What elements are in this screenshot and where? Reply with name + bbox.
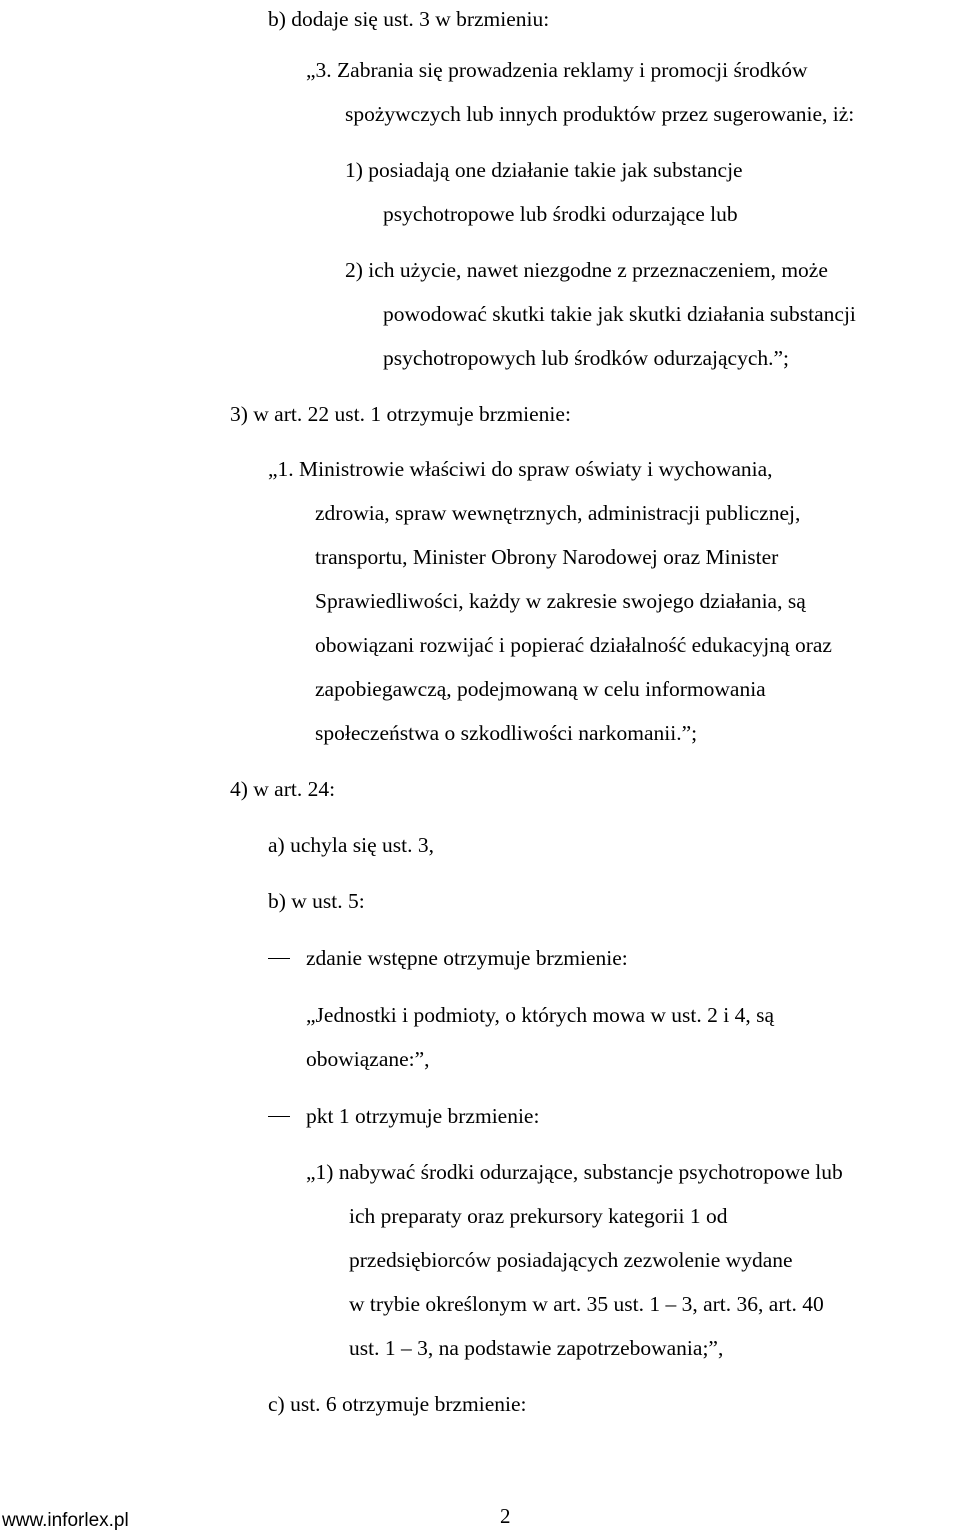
dash-bullet [268, 1116, 290, 1117]
pkt-1-line-1: „1) nabywać środki odurzające, substancje psychotropowe lub [306, 1160, 843, 1184]
amendment-item-4: 4) w art. 24: [230, 777, 336, 801]
sub-item-a: a) uchyla się ust. 3, [268, 833, 434, 857]
article-22-line-5: obowiązani rozwijać i popierać działalność edukacyjną oraz [315, 633, 832, 657]
dash-item-pkt-1: pkt 1 otrzymuje brzmienie: [306, 1104, 540, 1128]
point-2-line-1: 2) ich użycie, nawet niezgodne z przeznaczeniem, może [345, 258, 828, 282]
point-2-line-2: powodować skutki takie jak skutki działania substancji [383, 302, 856, 326]
pkt-1-line-5: ust. 1 – 3, na podstawie zapotrzebowania;”, [349, 1336, 724, 1360]
amendment-item-b: b) dodaje się ust. 3 w brzmieniu: [268, 7, 550, 31]
pkt-1-line-3: przedsiębiorców posiadających zezwolenie wydane [349, 1248, 793, 1272]
page-number: 2 [500, 1504, 511, 1528]
quoted-intro-line-2: obowiązane:”, [306, 1047, 430, 1071]
pkt-1-line-4: w trybie określonym w art. 35 ust. 1 – 3, art. 36, art. 40 [349, 1292, 824, 1316]
article-22-line-4: Sprawiedliwości, każdy w zakresie swojego działania, są [315, 589, 806, 613]
paragraph-3-line-2: spożywczych lub innych produktów przez sugerowanie, iż: [345, 102, 855, 126]
pkt-1-line-2: ich preparaty oraz prekursory kategorii 1 od [349, 1204, 728, 1228]
dash-item-intro-sentence: zdanie wstępne otrzymuje brzmienie: [306, 946, 628, 970]
amendment-item-3: 3) w art. 22 ust. 1 otrzymuje brzmienie: [230, 402, 571, 426]
paragraph-3-line-1: „3. Zabrania się prowadzenia reklamy i promocji środków [306, 58, 808, 82]
point-1-line-1: 1) posiadają one działanie takie jak substancje [345, 158, 743, 182]
dash-bullet [268, 958, 290, 959]
article-22-line-1: „1. Ministrowie właściwi do spraw oświaty i wychowania, [268, 457, 773, 481]
article-22-line-7: społeczeństwa o szkodliwości narkomanii.”; [315, 721, 698, 745]
sub-item-b: b) w ust. 5: [268, 889, 365, 913]
point-1-line-2: psychotropowe lub środki odurzające lub [383, 202, 738, 226]
quoted-intro-line-1: „Jednostki i podmioty, o których mowa w ust. 2 i 4, są [306, 1003, 774, 1027]
article-22-line-3: transportu, Minister Obrony Narodowej oraz Minister [315, 545, 779, 569]
sub-item-c: c) ust. 6 otrzymuje brzmienie: [268, 1392, 527, 1416]
point-2-line-3: psychotropowych lub środków odurzających.”; [383, 346, 790, 370]
footer-website: www.inforlex.pl [2, 1510, 129, 1531]
article-22-line-6: zapobiegawczą, podejmowaną w celu informowania [315, 677, 766, 701]
article-22-line-2: zdrowia, spraw wewnętrznych, administracji publicznej, [315, 501, 801, 525]
